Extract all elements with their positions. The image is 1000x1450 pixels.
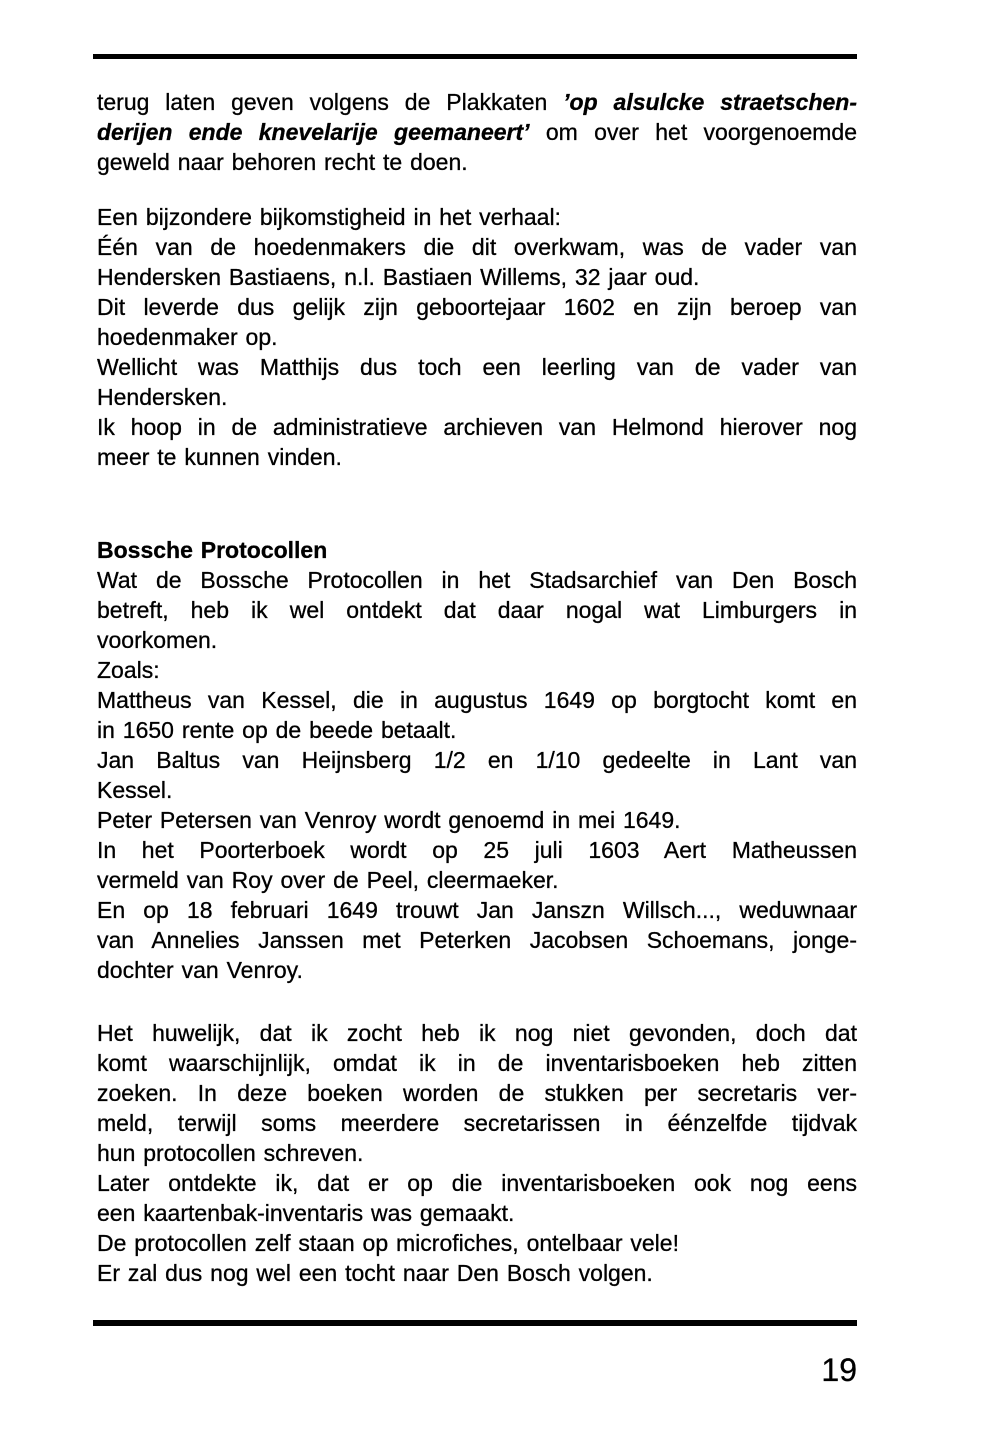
text-line [97, 412, 857, 442]
body-text: van Annelies Janssen met Peterken Jacobsen Schoemans, jonge- [97, 927, 857, 953]
body-text: Één van de hoedenmakers die dit overkwam, was de vader van [97, 234, 857, 260]
body-text: hun protocollen schreven. [97, 1140, 364, 1166]
text-line [97, 1048, 857, 1078]
text-line [97, 382, 857, 412]
body-text: Wat de Bossche Protocollen in het Stadsarchief van Den Bosch [97, 567, 857, 593]
body-text: in 1650 rente op de beede betaalt. [97, 717, 457, 743]
text-line [97, 655, 857, 685]
body-text: Later ontdekte ik, dat er op die inventarisboeken ook nog eens [97, 1170, 857, 1196]
text-line [97, 895, 857, 925]
text-line [97, 805, 857, 835]
text-line [97, 322, 857, 352]
text-line [97, 745, 857, 775]
body-text: En op 18 februari 1649 trouwt Jan Janszn Willsch..., weduwnaar [97, 897, 857, 923]
text-line [97, 925, 857, 955]
text-line [97, 565, 857, 595]
paragraph-bijkomstigheid [97, 202, 857, 472]
text-line [97, 715, 857, 745]
body-text: Wellicht was Matthijs dus toch een leerling van de vader van [97, 354, 857, 380]
text-line [97, 865, 857, 895]
body-text: Hendersken. [97, 384, 228, 410]
body-text: Zoals: [97, 657, 160, 683]
quoted-citation-text: ’op alsulcke straetschen- [563, 89, 857, 115]
text-line [97, 1018, 857, 1048]
paragraph-plakkaten [97, 87, 857, 177]
body-text: Dit leverde dus gelijk zijn geboortejaar 1602 en zijn beroep van [97, 294, 857, 320]
text-line [97, 87, 857, 117]
text-line [97, 835, 857, 865]
body-text: komt waarschijnlijk, omdat ik in de inventarisboeken heb zitten [97, 1050, 857, 1076]
body-text: De protocollen zelf staan op microfiches, ontelbaar vele! [97, 1230, 679, 1256]
page-number: 19 [821, 1352, 857, 1388]
body-text: geweld naar behoren recht te doen. [97, 149, 468, 175]
text-line [97, 352, 857, 382]
text-line [97, 535, 857, 565]
body-text: Kessel. [97, 777, 173, 803]
body-text: meer te kunnen vinden. [97, 444, 342, 470]
text-line [97, 1138, 857, 1168]
text-line [97, 1078, 857, 1108]
body-text: Mattheus van Kessel, die in augustus 1649 op borgtocht komt en [97, 687, 857, 713]
text-line [97, 595, 857, 625]
body-text: voorkomen. [97, 627, 218, 653]
body-text: dochter van Venroy. [97, 957, 303, 983]
body-text: terug laten geven volgens de Plakkaten [97, 89, 564, 115]
body-text: In het Poorterboek wordt op 25 juli 1603 Aert Matheussen [97, 837, 857, 863]
text-line [97, 117, 857, 147]
body-text: Het huwelijk, dat ik zocht heb ik nog niet gevonden, doch dat [97, 1020, 857, 1046]
text-line [97, 775, 857, 805]
text-line [97, 232, 857, 262]
text-line [97, 442, 857, 472]
paragraph-bossche-protocollen [97, 535, 857, 985]
text-line [97, 1258, 857, 1288]
body-text: Jan Baltus van Heijnsberg 1/2 en 1/10 gedeelte in Lant van [97, 747, 857, 773]
text-line [97, 1168, 857, 1198]
section-heading-text: Bossche Protocollen [97, 537, 328, 563]
text-line [97, 1108, 857, 1138]
body-text: een kaartenbak-inventaris was gemaakt. [97, 1200, 515, 1226]
text-line [97, 292, 857, 322]
body-text: om over het voorgenoemde [529, 119, 857, 145]
text-line [97, 262, 857, 292]
body-text: betreft, heb ik wel ontdekt dat daar nogal wat Limburgers in [97, 597, 857, 623]
body-text: Peter Petersen van Venroy wordt genoemd in mei 1649. [97, 807, 681, 833]
paragraph-huwelijk [97, 1018, 857, 1288]
body-text: Ik hoop in de administratieve archieven van Helmond hierover nog [97, 414, 857, 440]
text-line [97, 147, 857, 177]
text-body [97, 87, 857, 1288]
text-line [97, 1198, 857, 1228]
text-line [97, 625, 857, 655]
body-text: hoedenmaker op. [97, 324, 278, 350]
text-line [97, 955, 857, 985]
body-text: Hendersken Bastiaens, n.l. Bastiaen Willems, 32 jaar oud. [97, 264, 700, 290]
body-text: vermeld van Roy over de Peel, cleermaeker. [97, 867, 559, 893]
body-text: Een bijzondere bijkomstigheid in het verhaal: [97, 204, 561, 230]
body-text: Er zal dus nog wel een tocht naar Den Bosch volgen. [97, 1260, 653, 1286]
quoted-citation-text: derijen ende knevelarije geemaneert’ [97, 119, 530, 145]
bottom-rule [93, 1320, 857, 1326]
text-line [97, 1228, 857, 1258]
body-text: meld, terwijl soms meerdere secretarissen in éénzelfde tijdvak [97, 1110, 857, 1136]
text-line [97, 202, 857, 232]
body-text: zoeken. In deze boeken worden de stukken per secretaris ver- [97, 1080, 857, 1106]
text-line [97, 685, 857, 715]
top-rule [93, 54, 857, 59]
